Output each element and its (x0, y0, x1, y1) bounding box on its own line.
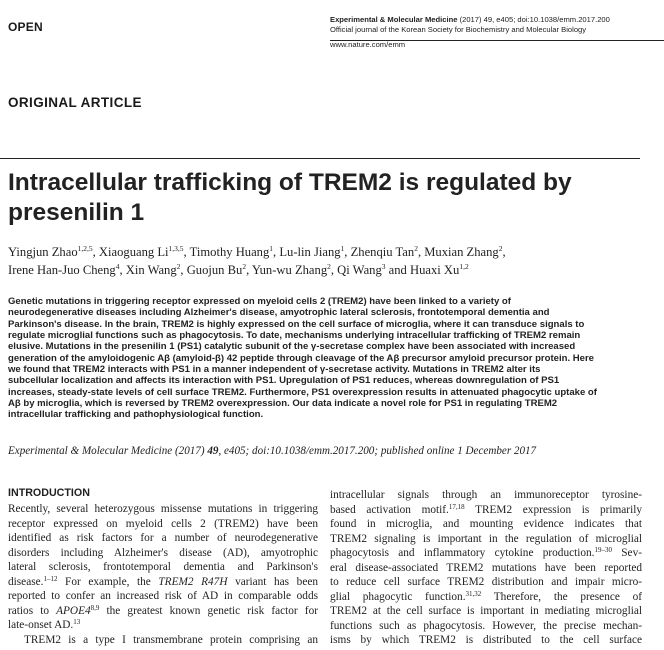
author: Xin Wang (125, 263, 177, 277)
author-affiliation: 2 (176, 262, 181, 271)
author: Timothy Huang (189, 245, 270, 259)
abstract-line: regulate microglial functions such as phagocytosis. To date, mechanisms underlying intracellular trafficking of TREM2 remain (8, 330, 581, 342)
gene-name: APOE4 (56, 604, 91, 617)
body-line: isms by which TREM2 is distributed to the cell surface (330, 634, 642, 646)
body-line (8, 575, 318, 590)
author-affiliation: 1,3,5 (168, 244, 184, 253)
author-affiliation: 1,2 (459, 262, 469, 271)
body-line (330, 503, 642, 518)
body-line: lateral sclerosis, frontotemporal dementia and Parkinson's (8, 561, 318, 573)
text: phagocytosis and inflammatory cytokine production. (330, 547, 595, 559)
citation-journal: Experimental & Molecular Medicine (8, 445, 173, 457)
author: Muxian Zhang (424, 245, 499, 259)
reference[interactable]: 17,18 (448, 502, 465, 511)
title-rule (0, 158, 640, 159)
body-line: TREM2 signaling is important in the regulation of microglial (330, 532, 642, 545)
body-column-right (330, 488, 642, 648)
author-line-2: Irene Han-Juo Cheng$^4$, Xin Wang$^2$, Guojun Bu$^2$, Yun-wu Zhang$^2$, Qi Wang$^3$ and Huaxi Xu$^{1,2}$ (8, 262, 469, 277)
body-line: disorders including Alzheimer's disease (AD), amyotrophic (8, 546, 318, 559)
text: late-onset AD. (8, 619, 74, 631)
abstract-line: increases, steady-state levels of cell surface TREM2. Furthermore, PS1 overexpression results in attenuated phagocytic uptake of (8, 386, 597, 398)
text: ratios to (8, 604, 57, 617)
body-line (330, 590, 642, 605)
author-affiliation: 1 (340, 244, 345, 253)
citation-line (8, 445, 648, 457)
header-rule (330, 40, 664, 41)
text: the greatest known genetic risk factor for (99, 604, 318, 617)
text: TREM2 expression is primarily (464, 503, 642, 516)
journal-name: Experimental & Molecular Medicine (330, 15, 458, 24)
author: Zhenqiu Tan (350, 245, 415, 259)
abstract-line: Genetic mutations in triggering receptor expressed on myeloid cells 2 (TREM2) have been linked to a variety of (8, 296, 511, 307)
abstract-line: neurodegenerative diseases including Alzheimer's disease, amyotrophic lateral sclerosis, frontotemporal dementia and (8, 307, 550, 319)
author-affiliation: 4 (115, 262, 120, 271)
body-line: TREM2 is a type I transmembrane protein comprising an (24, 633, 318, 646)
citation-details: , e405; doi:10.1038/emm.2017.200; published online 1 December 2017 (218, 445, 537, 457)
abstract-line: elusive. Mutations in the presenilin 1 (PS1) catalytic subunit of the γ-secretase complex have been associated with increased (8, 341, 576, 353)
abstract-line: Aβ by microglia, which is reversed by TREM2 overexpression. Our data indicate a novel role for PS1 in regulating TREM2 (8, 398, 558, 410)
journal-url[interactable]: www.nature.com/emm (330, 40, 406, 49)
body-line: to reduce cell surface TREM2 distribution and impair micro- (330, 576, 642, 588)
author: Huaxi Xu (410, 263, 460, 277)
body-line: intracellular signals through an immunoreceptor tyrosine- (330, 489, 642, 501)
body-line: receptor expressed on myeloid cells 2 (TREM2) have been (8, 517, 318, 530)
text: For example, the (57, 575, 159, 588)
author: Guojun Bu (186, 263, 243, 277)
journal-society: Official journal of the Korean Society for Biochemistry and Molecular Biology (330, 25, 587, 34)
body-column-left (8, 502, 318, 647)
body-line (8, 618, 318, 633)
text: disease. (8, 575, 44, 588)
body-line: functions such as phagocytosis. However, the precise mechan- (330, 619, 642, 632)
article-title: Intracellular trafficking of TREM2 is regulated by presenilin 1 (8, 169, 572, 226)
author: Qi Wang (337, 263, 382, 277)
author-affiliation: 1,2,5 (77, 244, 93, 253)
author-line-1: Yingjun Zhao$^{1,2,5}$, Xiaoguang Li$^{1,3,5}$, Timothy Huang$^1$, Lu-lin Jiang$^1$, Zhenqiu Tan$^2$, Muxian Zhang$^2$, (8, 244, 506, 259)
body-line: Recently, several heterozygous missense mutations in triggering (8, 503, 318, 515)
author-affiliation: 2 (498, 244, 503, 253)
reference[interactable]: 31,32 (465, 589, 482, 598)
body-line: reported to confer an increased risk of AD in comparable odds (8, 590, 318, 602)
author-affiliation: 3 (381, 262, 386, 271)
author: Yingjun Zhao (8, 245, 78, 259)
author-affiliation: 2 (414, 244, 418, 253)
body-line: eral disease-associated TREM2 mutations have been reported (330, 561, 642, 574)
article-type: ORIGINAL ARTICLE (8, 95, 142, 110)
section-heading-introduction: INTRODUCTION (8, 487, 90, 499)
gene-name: TREM2 R47H (158, 575, 228, 588)
author-conjunction: and (388, 263, 407, 277)
reference[interactable]: 13 (73, 618, 81, 626)
citation-volume: 49 (207, 445, 219, 457)
abstract (8, 296, 624, 421)
text: Therefore, the presence of (481, 590, 642, 603)
abstract-line: we found that TREM2 interacts with PS1 in a manner independent of γ-secretase activity. Mutations in TREM2 alter its (8, 364, 541, 376)
author: Irene Han-Juo Cheng (8, 263, 116, 277)
author: Yun-wu Zhang (251, 263, 328, 277)
abstract-line: Parkinson's disease. In the brain, TREM2 is highly expressed on the cell surface of microglia, where it can transduce signals to (8, 318, 585, 330)
body-line (330, 546, 642, 561)
text: Sev- (612, 547, 642, 559)
reference[interactable]: 8,9 (90, 603, 100, 612)
open-access-label: OPEN (8, 20, 43, 34)
author: Xiaoguang Li (98, 245, 169, 259)
author-affiliation: 1 (269, 244, 274, 253)
body-line: found in microglia, and mounting evidence indicates that (330, 518, 642, 530)
author-list (8, 243, 648, 279)
journal-header (330, 15, 610, 50)
abstract-line: generation of the amyloidogenic Aβ (amyloid-β) 42 peptide through cleavage of the Aβ precursor amyloid precursor protein. Here (8, 352, 594, 364)
author-affiliation: 2 (242, 262, 247, 271)
abstract-line: subcellular localization and affects its interaction with PS1. Upregulation of PS1 reduces, whereas downregulation of PS1 (8, 375, 560, 387)
body-line: TREM2 at the cell surface is important in mediating microglial (330, 605, 642, 617)
reference[interactable]: 19–30 (594, 546, 613, 554)
citation-year: (2017) (174, 445, 205, 457)
journal-citation-line (330, 15, 610, 25)
author-affiliation: 2 (327, 262, 331, 271)
text: based activation motif. (330, 503, 449, 516)
body-line (8, 604, 318, 619)
text: glial phagocytic function. (330, 590, 466, 603)
text: variant has been (227, 575, 318, 588)
author: Lu-lin Jiang (279, 245, 341, 259)
journal-doi: (2017) 49, e405; doi:10.1038/emm.2017.200 (459, 15, 610, 24)
body-line: identified as risk factors for a number of neurodegenerative (8, 532, 318, 544)
abstract-line: intracellular trafficking and pathophysiological function. (8, 409, 264, 421)
reference[interactable]: 1–12 (43, 574, 58, 583)
